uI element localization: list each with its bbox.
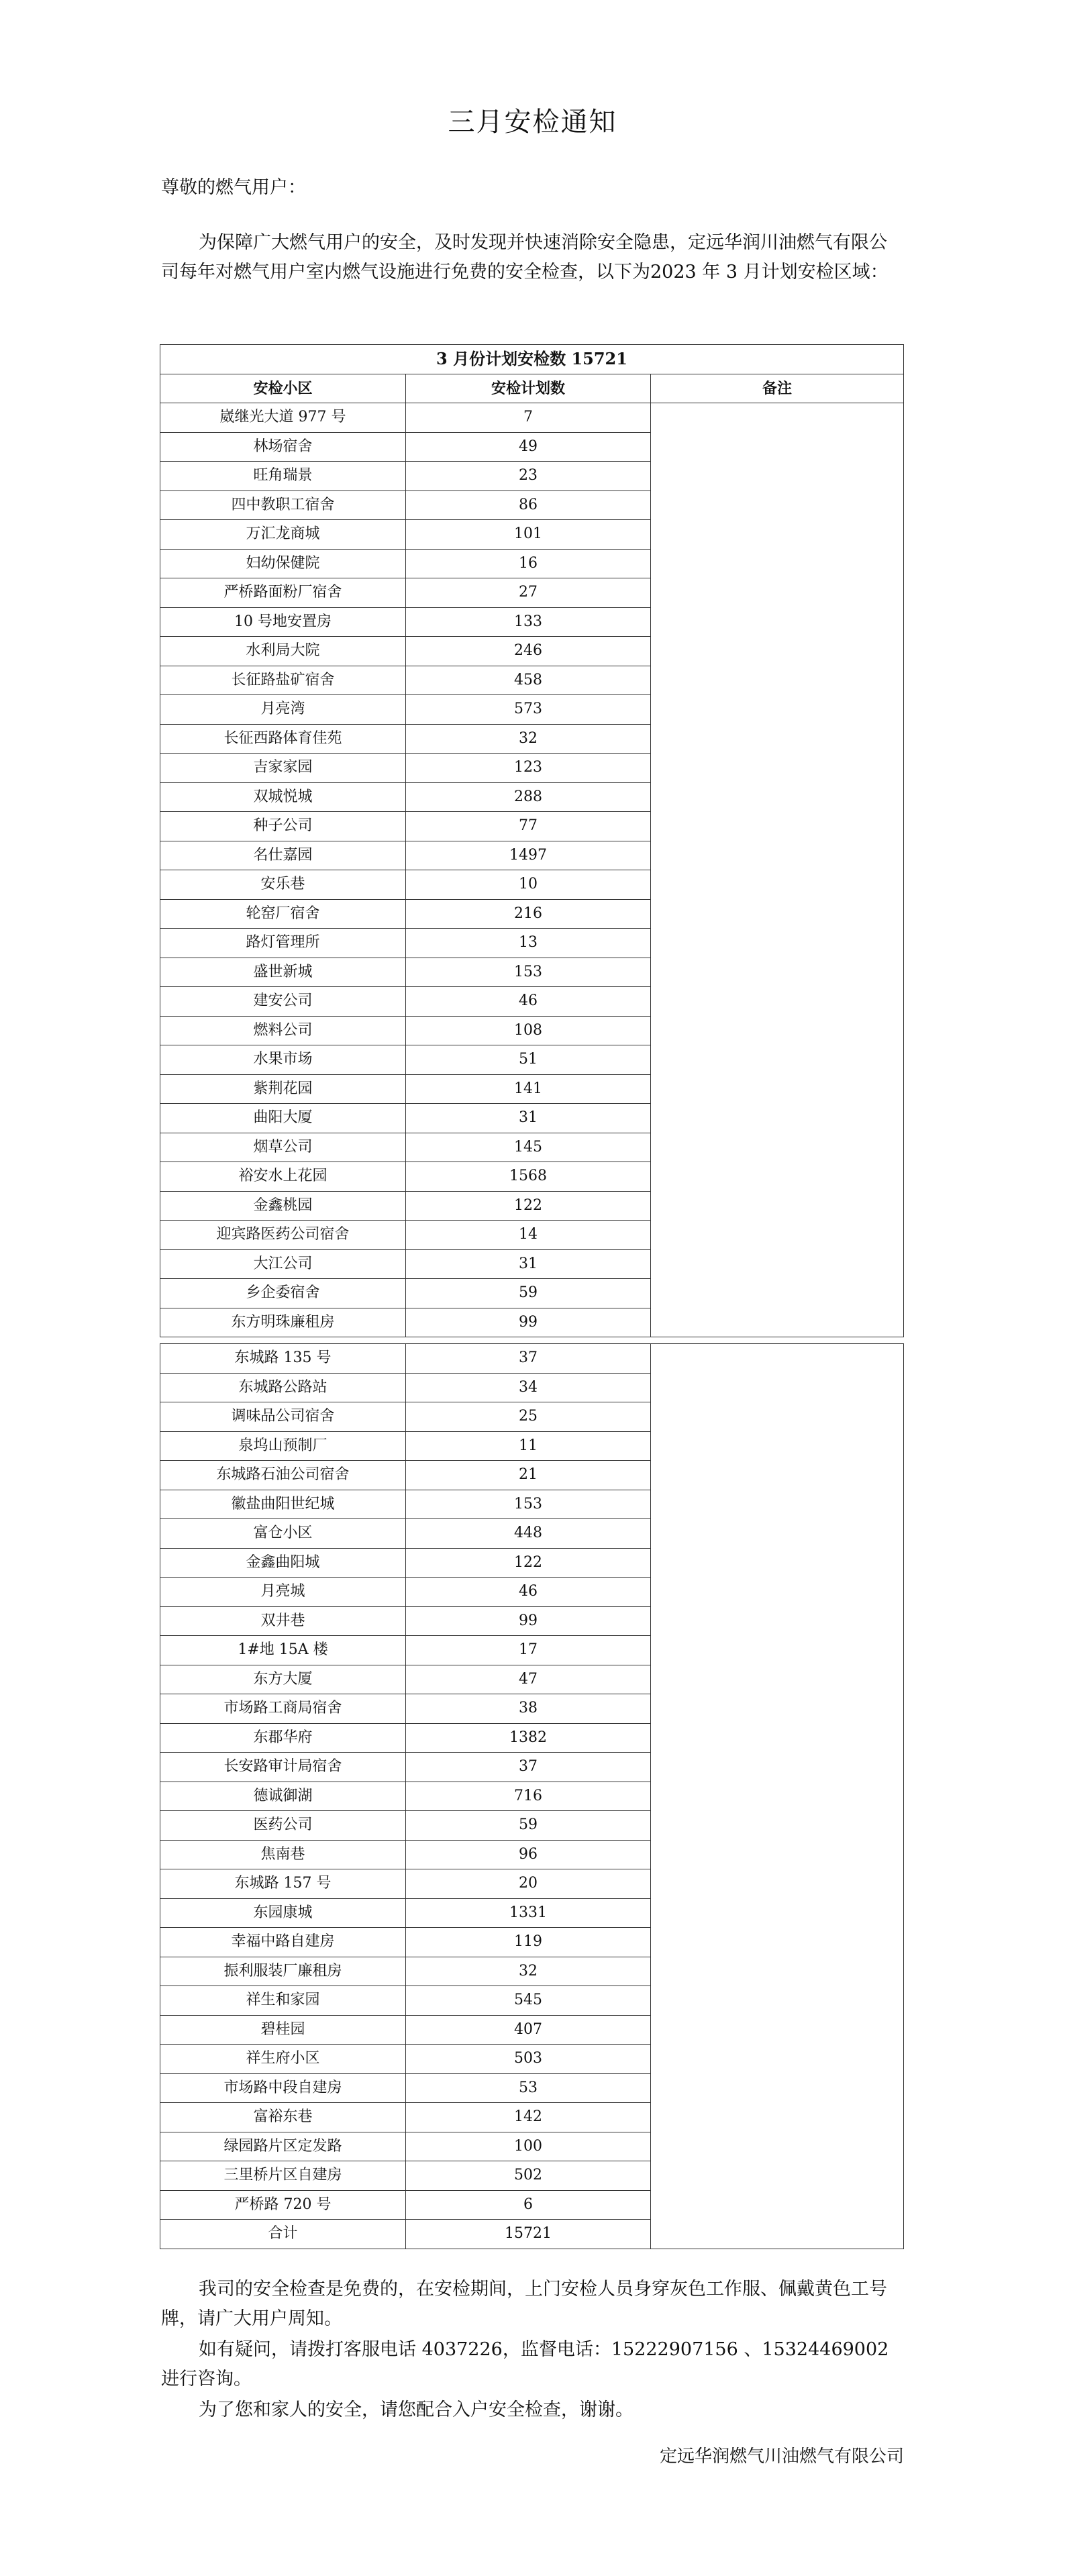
plan-count: 31 <box>406 1104 651 1133</box>
community-name: 林场宿舍 <box>160 432 406 462</box>
community-name: 裕安水上花园 <box>160 1162 406 1192</box>
community-name: 金鑫桃园 <box>160 1191 406 1221</box>
table-caption-row <box>160 345 904 374</box>
community-name: 轮窑厂宿舍 <box>160 899 406 929</box>
community-name: 绿园路片区定发路 <box>160 2132 406 2161</box>
header-remarks: 备注 <box>651 374 904 403</box>
community-name: 建安公司 <box>160 987 406 1017</box>
community-name: 东园康城 <box>160 1898 406 1928</box>
community-name: 祥生和家园 <box>160 1986 406 2016</box>
plan-count: 96 <box>406 1840 651 1869</box>
plan-count: 502 <box>406 2161 651 2191</box>
community-name: 东城路 135 号 <box>160 1344 406 1374</box>
plan-count: 32 <box>406 1957 651 1986</box>
community-name: 四中教职工宿舍 <box>160 491 406 520</box>
community-name: 严桥路面粉厂宿舍 <box>160 578 406 608</box>
header-community: 安检小区 <box>160 374 406 403</box>
contact-note: 如有疑问，请拨打客服电话 4037226，监督电话：15222907156 、15324469002 进行咨询。 <box>161 2339 889 2389</box>
plan-count: 1497 <box>406 841 651 870</box>
footer-notes <box>161 2275 899 2426</box>
intro-paragraph: 为保障广大燃气用户的安全，及时发现并快速消除安全隐患，定远华润川油燃气有限公司每年对燃气用户室内燃气设施进行免费的安全检查，以下为2023 年 3 月计划安检区域： <box>161 232 889 282</box>
community-name: 双城悦城 <box>160 782 406 812</box>
plan-count: 37 <box>406 1344 651 1374</box>
plan-count: 21 <box>406 1461 651 1490</box>
free-inspection-note: 我司的安全检查是免费的，在安检期间，上门安检人员身穿灰色工作服、佩戴黄色工号牌，请广大用户周知。 <box>161 2279 887 2329</box>
plan-count: 32 <box>406 724 651 754</box>
community-name: 妇幼保健院 <box>160 549 406 578</box>
plan-count: 77 <box>406 812 651 841</box>
plan-count: 407 <box>406 2015 651 2045</box>
community-name: 振利服装厂廉租房 <box>160 1957 406 1986</box>
community-name: 合计 <box>160 2220 406 2249</box>
plan-count: 448 <box>406 1519 651 1549</box>
plan-count: 6 <box>406 2190 651 2220</box>
community-name: 东郡华府 <box>160 1723 406 1753</box>
plan-count: 122 <box>406 1548 651 1578</box>
plan-count: 86 <box>406 491 651 520</box>
company-signature: 定远华润燃气川油燃气有限公司 <box>659 2446 904 2467</box>
plan-count: 20 <box>406 1869 651 1899</box>
plan-count: 49 <box>406 432 651 462</box>
plan-count: 108 <box>406 1016 651 1045</box>
community-name: 富裕东巷 <box>160 2103 406 2132</box>
plan-count: 142 <box>406 2103 651 2132</box>
page-title: 三月安检通知 <box>448 107 617 138</box>
plan-count: 11 <box>406 1431 651 1461</box>
community-name: 德诚御湖 <box>160 1782 406 1811</box>
plan-count: 23 <box>406 462 651 491</box>
community-name: 迎宾路医药公司宿舍 <box>160 1221 406 1250</box>
plan-count: 153 <box>406 1490 651 1519</box>
plan-count: 53 <box>406 2073 651 2103</box>
plan-count: 573 <box>406 695 651 725</box>
community-name: 种子公司 <box>160 812 406 841</box>
plan-count: 37 <box>406 1753 651 1782</box>
community-name: 长征路盐矿宿舍 <box>160 666 406 695</box>
plan-count: 7 <box>406 403 651 433</box>
plan-count: 46 <box>406 987 651 1017</box>
plan-count: 122 <box>406 1191 651 1221</box>
plan-count: 59 <box>406 1811 651 1841</box>
plan-count: 17 <box>406 1636 651 1665</box>
community-name: 祥生府小区 <box>160 2045 406 2074</box>
plan-count: 1568 <box>406 1162 651 1192</box>
cooperation-note: 为了您和家人的安全，请您配合入户安全检查，谢谢。 <box>199 2400 633 2420</box>
community-name: 东城路 157 号 <box>160 1869 406 1899</box>
plan-count: 31 <box>406 1249 651 1279</box>
plan-count: 545 <box>406 1986 651 2016</box>
community-name: 曲阳大厦 <box>160 1104 406 1133</box>
plan-count: 99 <box>406 1606 651 1636</box>
community-name: 紫荆花园 <box>160 1074 406 1104</box>
community-name: 路灯管理所 <box>160 929 406 958</box>
plan-count: 145 <box>406 1133 651 1162</box>
community-name: 长安路审计局宿舍 <box>160 1753 406 1782</box>
community-name: 乡企委宿舍 <box>160 1279 406 1308</box>
header-plan-count: 安检计划数 <box>406 374 651 403</box>
community-name: 旺角瑞景 <box>160 462 406 491</box>
plan-count: 14 <box>406 1221 651 1250</box>
inspection-table-part-1 <box>160 344 904 1337</box>
community-name: 市场路工商局宿舍 <box>160 1694 406 1724</box>
community-name: 双井巷 <box>160 1606 406 1636</box>
community-name: 水果市场 <box>160 1045 406 1075</box>
plan-count: 1331 <box>406 1898 651 1928</box>
plan-count: 141 <box>406 1074 651 1104</box>
community-name: 富仓小区 <box>160 1519 406 1549</box>
plan-count: 153 <box>406 958 651 987</box>
community-name: 泉坞山预制厂 <box>160 1431 406 1461</box>
plan-count: 38 <box>406 1694 651 1724</box>
remarks-cell <box>651 403 904 1337</box>
table-row <box>160 403 904 433</box>
salutation: 尊敬的燃气用户： <box>161 177 306 198</box>
community-name: 燃料公司 <box>160 1016 406 1045</box>
remarks-cell <box>651 1344 904 2249</box>
community-name: 崴继光大道 977 号 <box>160 403 406 433</box>
community-name: 东方大厦 <box>160 1665 406 1694</box>
community-name: 碧桂园 <box>160 2015 406 2045</box>
community-name: 水利局大院 <box>160 637 406 666</box>
plan-count: 46 <box>406 1578 651 1607</box>
plan-count: 216 <box>406 899 651 929</box>
community-name: 调味品公司宿舍 <box>160 1402 406 1432</box>
plan-count: 34 <box>406 1373 651 1402</box>
plan-count: 716 <box>406 1782 651 1811</box>
plan-count: 13 <box>406 929 651 958</box>
community-name: 金鑫曲阳城 <box>160 1548 406 1578</box>
community-name: 烟草公司 <box>160 1133 406 1162</box>
community-name: 严桥路 720 号 <box>160 2190 406 2220</box>
plan-count: 10 <box>406 870 651 900</box>
plan-count: 101 <box>406 520 651 550</box>
plan-count: 288 <box>406 782 651 812</box>
community-name: 月亮城 <box>160 1578 406 1607</box>
inspection-table-part-2 <box>160 1343 904 2249</box>
community-name: 安乐巷 <box>160 870 406 900</box>
community-name: 月亮湾 <box>160 695 406 725</box>
plan-count: 15721 <box>406 2220 651 2249</box>
plan-count: 133 <box>406 607 651 637</box>
plan-count: 503 <box>406 2045 651 2074</box>
plan-count: 99 <box>406 1308 651 1337</box>
table-header-row <box>160 374 904 403</box>
community-name: 徽盐曲阳世纪城 <box>160 1490 406 1519</box>
plan-count: 1382 <box>406 1723 651 1753</box>
plan-count: 47 <box>406 1665 651 1694</box>
community-name: 万汇龙商城 <box>160 520 406 550</box>
plan-count: 458 <box>406 666 651 695</box>
community-name: 医药公司 <box>160 1811 406 1841</box>
plan-count: 246 <box>406 637 651 666</box>
community-name: 三里桥片区自建房 <box>160 2161 406 2191</box>
community-name: 长征西路体育佳苑 <box>160 724 406 754</box>
community-name: 东城路公路站 <box>160 1373 406 1402</box>
table-caption: 3 月份计划安检数 15721 <box>160 345 904 374</box>
plan-count: 59 <box>406 1279 651 1308</box>
community-name: 焦南巷 <box>160 1840 406 1869</box>
plan-count: 16 <box>406 549 651 578</box>
community-name: 1#地 15A 楼 <box>160 1636 406 1665</box>
community-name: 盛世新城 <box>160 958 406 987</box>
community-name: 大江公司 <box>160 1249 406 1279</box>
community-name: 幸福中路自建房 <box>160 1928 406 1957</box>
plan-count: 25 <box>406 1402 651 1432</box>
community-name: 名仕嘉园 <box>160 841 406 870</box>
community-name: 东方明珠廉租房 <box>160 1308 406 1337</box>
community-name: 吉家家园 <box>160 754 406 783</box>
plan-count: 123 <box>406 754 651 783</box>
community-name: 东城路石油公司宿舍 <box>160 1461 406 1490</box>
community-name: 10 号地安置房 <box>160 607 406 637</box>
plan-count: 100 <box>406 2132 651 2161</box>
community-name: 市场路中段自建房 <box>160 2073 406 2103</box>
plan-count: 119 <box>406 1928 651 1957</box>
plan-count: 51 <box>406 1045 651 1075</box>
table-row <box>160 1344 904 1374</box>
plan-count: 27 <box>406 578 651 608</box>
